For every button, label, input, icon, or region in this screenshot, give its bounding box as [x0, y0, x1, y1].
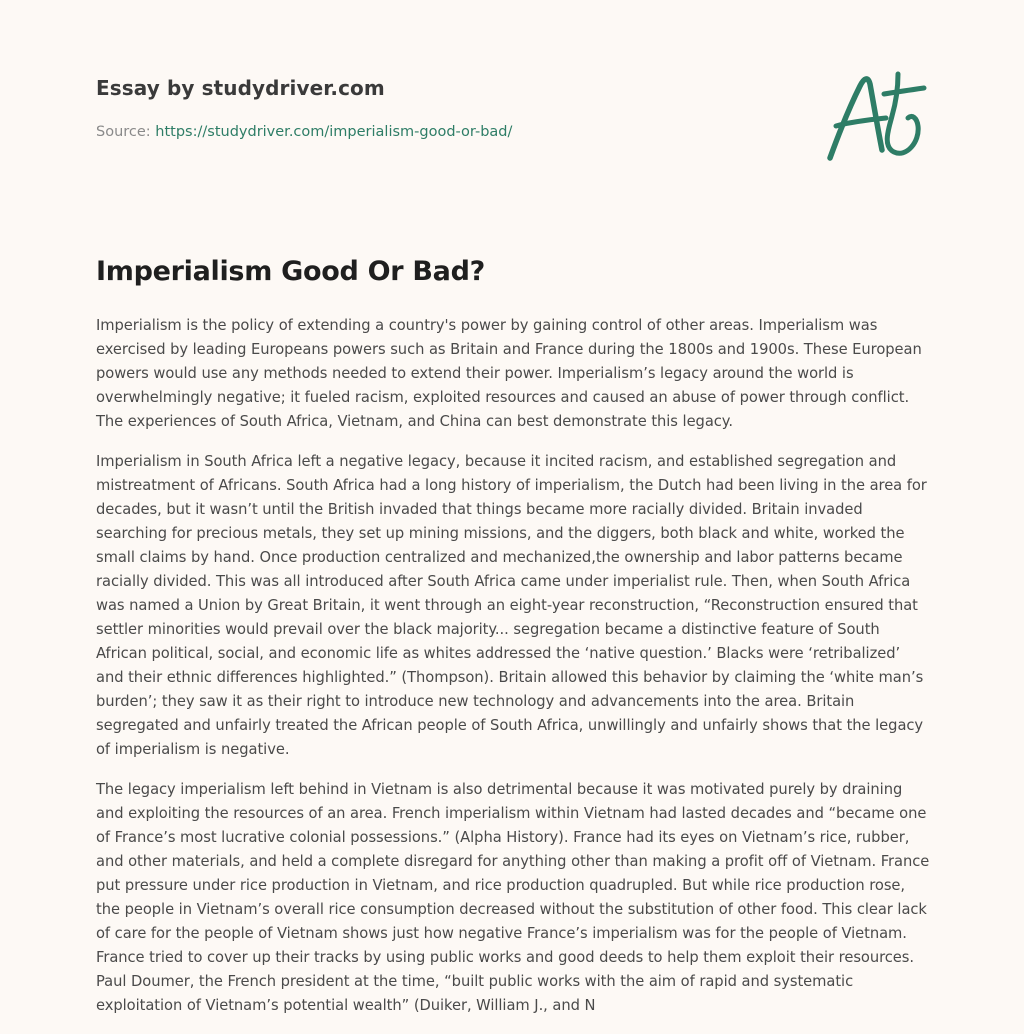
source-link[interactable]: https://studydriver.com/imperialism-good-or-bad/ — [155, 124, 513, 140]
essay-paragraph: The legacy imperialism left behind in Vietnam is also detrimental because it was motivated purely by draining and exploiting the resources of an area. French imperialism within Vietnam had lasted decades and “became one of France’s most lucrative colonial possessions.” (Alpha History). France had its eyes on Vietnam’s rice, rubber, and other materials, and held a complete disregard for anything other than making a profit off of Vietnam. France put pressure under rice production in Vietnam, and rice production quadrupled. But while rice production rose, the people in Vietnam’s overall rice consumption decreased without the substitution of other food. This clear lack of care for the people of Vietnam shows just how negative France’s imperialism was for the people of Vietnam. France tried to cover up their tracks by using public works and good deeds to help them exploit their resources. Paul Doumer, the French president at the time, “built public works with the aim of rapid and systematic exploitation of Vietnam’s potential wealth” (Duiker, William J., and N — [96, 781, 930, 1014]
essay-paragraph: Imperialism is the policy of extending a country's power by gaining control of other areas. Imperialism was exercised by leading Europeans powers such as Britain and France during the 1800s and 1900s. These European powers would use any methods needed to extend their power. Imperialism’s legacy around the world is overwhelmingly negative; it fueled racism, exploited resources and caused an abuse of power through conflict. The experiences of South Africa, Vietnam, and China can best demonstrate this legacy. — [96, 317, 922, 430]
source-label: Source: — [96, 124, 151, 140]
site-brand: Essay by studydriver.com — [96, 76, 385, 100]
essay-paragraph: Imperialism in South Africa left a negative legacy, because it incited racism, and established segregation and mistreatment of Africans. South Africa had a long history of imperialism, the Dutch had been living in the area for decades, but it wasn’t until the British invaded that things became more racially divided. Britain invaded searching for precious metals, they set up mining missions, and the diggers, both black and white, worked the small claims by hand. Once production centralized and mechanized,the ownership and labor patterns became racially divided. This was all introduced after South Africa came under imperialist rule. Then, when South Africa was named a Union by Great Britain, it went through an eight-year reconstruction, “Reconstruction ensured that settler minorities would prevail over the black majority... segregation became a distinctive feature of South African political, social, and economic life as whites addressed the ‘native question.’ Blacks were ‘retribalized’ and their ethnic differences highlighted.” (Thompson). Britain allowed this behavior by claiming the ‘white man’s burden’; they saw it as their right to introduce new technology and advancements into the area. Britain segregated and unfairly treated the African people of South Africa, unwillingly and unfairly shows that the legacy of imperialism is negative. — [96, 453, 927, 758]
source-line — [96, 124, 512, 140]
essay-body — [96, 314, 932, 1034]
essay-title: Imperialism Good Or Bad? — [96, 256, 485, 287]
a-plus-logo-icon — [820, 68, 930, 164]
